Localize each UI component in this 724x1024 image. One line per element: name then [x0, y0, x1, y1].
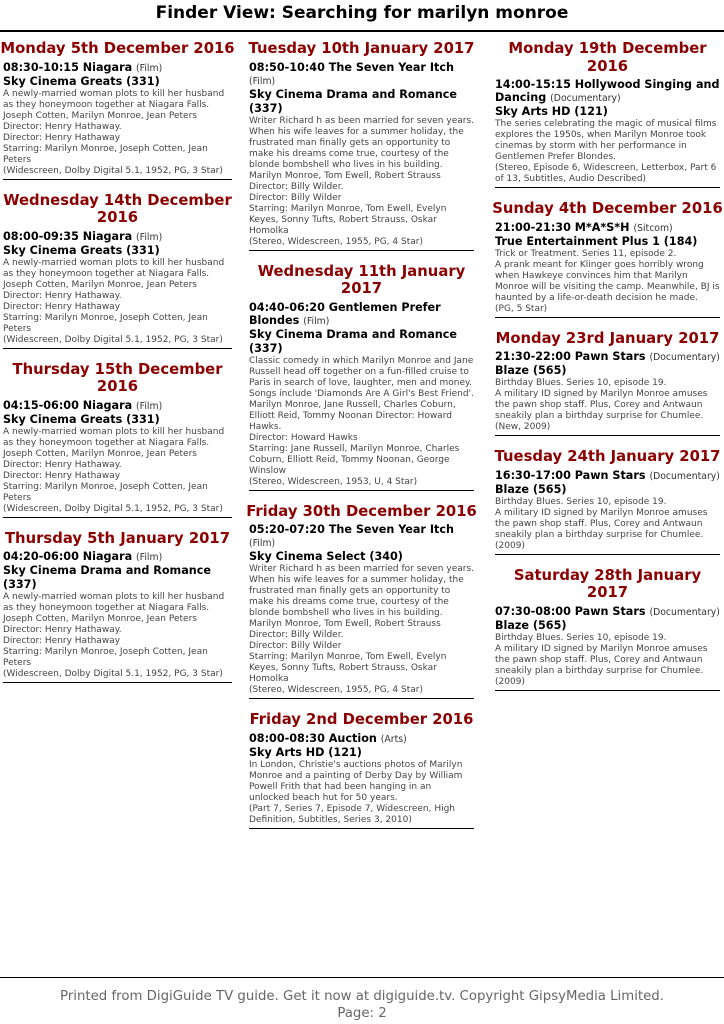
listing-genre: (Documentary) — [550, 93, 621, 104]
listing-time-title[interactable] — [249, 732, 474, 746]
listing-entry — [3, 361, 232, 518]
listing-channel: Sky Cinema Drama and Romance (337) — [249, 87, 457, 115]
listing-channel: Sky Cinema Greats (331) — [3, 74, 160, 88]
listing-channel: Sky Cinema Select (340) — [249, 550, 403, 563]
footer-divider — [0, 977, 724, 978]
listing-time-title[interactable] — [3, 61, 232, 75]
listing-divider — [249, 698, 474, 699]
listing-day-heading: Saturday 28th January 2017 — [513, 566, 702, 601]
listings-columns — [0, 40, 724, 970]
listing-divider — [495, 435, 720, 436]
listing-column-3 — [492, 40, 723, 703]
listing-divider — [249, 828, 474, 829]
listing-divider — [3, 682, 232, 683]
listing-channel: Blaze (565) — [495, 618, 567, 632]
listing-divider — [249, 250, 474, 251]
listing-time-title[interactable] — [249, 523, 474, 550]
listing-title[interactable]: 04:15-06:00 Niagara — [3, 398, 133, 412]
listing-title[interactable]: 16:30-17:00 Pawn Stars — [495, 468, 646, 482]
listing-entry — [249, 263, 474, 491]
listing-divider — [495, 554, 720, 555]
listing-day-heading: Friday 2nd December 2016 — [249, 711, 474, 728]
listing-channel: Sky Cinema Drama and Romance (337) — [249, 327, 457, 355]
listing-title[interactable]: 04:40-06:20 Gentlemen Prefer Blondes — [249, 300, 441, 327]
listing-description: A newly-married woman plots to kill her husband as they honeymoon together at Niagara Falls. Joseph Cotten, Marilyn Monroe, Jean Peters Director: Henry Hathaway. Director: Henry Hathaway Starring: Marilyn Monroe, Joseph Cotten, Jean Peters (Widescreen, Dolby Digital 5.1, 1952, PG, 3 Star) — [3, 426, 225, 514]
listing-channel: Blaze (565) — [495, 482, 567, 496]
listing-day-heading: Monday 23rd January 2017 — [495, 329, 720, 347]
listing-day-heading: Thursday 5th January 2017 — [4, 529, 231, 547]
listing-title[interactable]: 08:00-09:35 Niagara — [3, 229, 133, 243]
listing-title[interactable]: 21:30-22:00 Pawn Stars — [495, 350, 646, 363]
listing-description: Birthday Blues. Series 10, episode 19. A military ID signed by Marilyn Monroe amuses the pawn shop staff. Plus, Corey and Antwaun sneakily plan a birthday surprise for Chumlee. (New, 2009) — [495, 378, 708, 432]
listing-title[interactable]: 08:30-10:15 Niagara — [3, 60, 133, 74]
listing-time-title[interactable] — [3, 230, 232, 244]
listing-divider — [495, 187, 720, 188]
listing-divider — [3, 179, 232, 180]
listing-description: A newly-married woman plots to kill her husband as they honeymoon together at Niagara Falls. Joseph Cotten, Marilyn Monroe, Jean Peters Director: Henry Hathaway. Director: Henry Hathaway Starring: Marilyn Monroe, Joseph Cotten, Jean Peters (Widescreen, Dolby Digital 5.1, 1952, PG, 3 Star) — [3, 592, 225, 679]
listing-channel: True Entertainment Plus 1 (184) — [495, 234, 698, 248]
listing-day-heading: Tuesday 10th January 2017 — [248, 40, 475, 57]
listing-divider — [495, 690, 720, 691]
footer-text: Printed from DigiGuide TV guide. Get it now at digiguide.tv. Copyright GipsyMedia Limited. Page: 2 — [60, 989, 664, 1021]
listing-entry — [0, 40, 235, 180]
listing-description: In London, Christie's auctions photos of Marilyn Monroe and a painting of Derby Day by William Powell Frith that had been hanging in an unlocked beach hut for 50 years. (Part 7, Series 7, Episode 7, Widescreen, High Definition, Subtitles, Series 3, 2010) — [249, 759, 463, 825]
listing-time-title[interactable] — [3, 399, 232, 413]
listing-entry — [495, 567, 720, 691]
listing-channel: Sky Cinema Greats (331) — [3, 412, 160, 426]
listing-channel: Sky Arts HD (121) — [249, 745, 362, 759]
listing-title[interactable]: 21:00-21:30 M*A*S*H — [495, 220, 630, 234]
listing-day-heading: Monday 5th December 2016 — [0, 40, 235, 57]
listing-description: Birthday Blues. Series 10, episode 19. A military ID signed by Marilyn Monroe amuses the pawn shop staff. Plus, Corey and Antwaun sneakily plan a birthday surprise for Chumlee. (2009) — [495, 632, 708, 687]
listing-description: The series celebrating the magic of musical films explores the 1950s, when Marilyn Monroe took cinemas by storm with her performance in Gentlemen Prefer Blondes. (Stereo, Episode 6, Widescreen, Letterbox, Part 6 of 13, Subtitles, Audio Described) — [495, 119, 717, 184]
listing-title[interactable]: 07:30-08:00 Pawn Stars — [495, 604, 646, 618]
listing-genre: (Documentary) — [649, 470, 720, 482]
listing-entry — [492, 200, 723, 318]
listing-genre: (Film) — [136, 231, 163, 243]
listing-description: Trick or Treatment. Series 11, episode 2. A prank meant for Klinger goes horribly wrong when Hawkeye convinces him that Marilyn Monroe will be visiting the camp. Meanwhile, BJ is haunted by a life-or-death decision he made. (PG, 5 Star) — [495, 248, 720, 314]
listing-description: A newly-married woman plots to kill her husband as they honeymoon together at Niagara Falls. Joseph Cotten, Marilyn Monroe, Jean Peters Director: Henry Hathaway. Director: Henry Hathaway Starring: Marilyn Monroe, Joseph Cotten, Jean Peters (Widescreen, Dolby Digital 5.1, 1952, PG, 3 Star) — [3, 88, 225, 176]
listing-day-heading: Thursday 15th December 2016 — [12, 360, 223, 395]
listing-entry — [249, 711, 474, 829]
listing-description: Writer Richard h as been married for seven years. When his wife leaves for a summer holiday, the frustrated man finally gets an opportunity to make his dreams come true, courtesy of the blonde bombshell who lives in his building. Marilyn Monroe, Tom Ewell, Robert Strauss Director: Billy Wilder. Director: Billy Wilder Starring: Marilyn Monroe, Tom Ewell, Evelyn Keyes, Sonny Tufts, Robert Strauss, Oskar Homolka (Stereo, Widescreen, 1955, PG, 4 Star) — [249, 564, 474, 695]
listing-time-title[interactable] — [495, 350, 720, 364]
listing-genre: (Film) — [136, 400, 163, 412]
listing-day-heading: Sunday 4th December 2016 — [492, 200, 723, 217]
listing-genre: (Sitcom) — [633, 222, 673, 234]
listing-description: Classic comedy in which Marilyn Monroe and Jane Russell head off together on a fun-filled cruise to Paris in search of love, laughter, men and money. Songs include 'Diamonds Are A Girl's Best Friend'. Marilyn Monroe, Jane Russell, Charles Coburn, Elliott Reid, Tommy Noonan Director: Howard Hawks. Director: Howard Hawks Starring: Jane Russell, Marilyn Monroe, Charles Coburn, Elliott Reid, Tommy Noonan, George Winslow (Stereo, Widescreen, 1953, U, 4 Star) — [249, 355, 474, 487]
listing-entry — [495, 330, 720, 437]
listing-genre: (Documentary) — [649, 606, 720, 618]
listing-genre: (Film) — [303, 315, 330, 327]
listing-entry — [246, 502, 477, 700]
listing-time-title[interactable] — [249, 301, 474, 328]
listing-day-heading: Tuesday 24th January 2017 — [494, 448, 721, 465]
listing-divider — [495, 317, 720, 318]
listing-divider — [3, 348, 232, 349]
listing-day-heading: Wednesday 14th December 2016 — [3, 191, 232, 226]
listing-channel: Sky Cinema Drama and Romance (337) — [3, 564, 211, 591]
listing-day-heading: Wednesday 11th January 2017 — [257, 262, 466, 297]
listing-channel: Sky Cinema Greats (331) — [3, 243, 160, 257]
listing-time-title[interactable] — [495, 605, 720, 619]
listing-genre: (Film) — [136, 62, 163, 74]
listing-title[interactable]: 08:50-10:40 The Seven Year Itch — [249, 60, 454, 74]
listing-title[interactable]: 08:00-08:30 Auction — [249, 731, 377, 745]
listing-day-heading: Monday 19th December 2016 — [508, 40, 707, 75]
listing-time-title[interactable] — [249, 61, 474, 88]
listing-entry — [495, 40, 720, 188]
listing-title[interactable]: 14:00-15:15 Hollywood Singing and Dancing — [495, 78, 720, 104]
title-divider — [0, 30, 724, 32]
listing-title[interactable]: 05:20-07:20 The Seven Year Itch — [249, 523, 454, 536]
listing-time-title[interactable] — [3, 550, 232, 564]
listing-title[interactable]: 04:20-06:00 Niagara — [3, 550, 133, 563]
listing-genre: (Film) — [249, 75, 276, 87]
listing-divider — [249, 490, 474, 491]
listing-time-title[interactable] — [495, 78, 720, 105]
listing-day-heading: Friday 30th December 2016 — [246, 502, 477, 520]
listing-time-title[interactable] — [495, 221, 720, 235]
listing-description: Writer Richard h as been married for seven years. When his wife leaves for a summer holiday, the frustrated man finally gets an opportunity to make his dreams come true, courtesy of the blonde bombshell who lives in his building. Marilyn Monroe, Tom Ewell, Robert Strauss Director: Billy Wilder. Director: Billy Wilder Starring: Marilyn Monroe, Tom Ewell, Evelyn Keyes, Sonny Tufts, Robert Strauss, Oskar Homolka (Stereo, Widescreen, 1955, PG, 4 Star) — [249, 115, 474, 247]
listing-description: A newly-married woman plots to kill her husband as they honeymoon together at Niagara Falls. Joseph Cotten, Marilyn Monroe, Jean Peters Director: Henry Hathaway. Director: Henry Hathaway Starring: Marilyn Monroe, Joseph Cotten, Jean Peters (Widescreen, Dolby Digital 5.1, 1952, PG, 3 Star) — [3, 257, 225, 345]
listing-time-title[interactable] — [495, 469, 720, 483]
listing-genre: (Arts) — [380, 733, 407, 745]
listing-entry — [3, 192, 232, 349]
listing-column-2 — [246, 40, 477, 841]
listing-entry — [3, 530, 232, 684]
listing-entry — [495, 448, 720, 555]
listing-channel: Blaze (565) — [495, 364, 567, 377]
page-title: Finder View: Searching for marilyn monroe — [155, 3, 569, 23]
listing-entry — [249, 40, 474, 251]
listing-genre: (Documentary) — [649, 352, 720, 363]
listing-description: Birthday Blues. Series 10, episode 19. A military ID signed by Marilyn Monroe amuses the pawn shop staff. Plus, Corey and Antwaun sneakily plan a birthday surprise for Chumlee. (2009) — [495, 496, 708, 551]
listing-divider — [3, 517, 232, 518]
listing-genre: (Film) — [249, 538, 276, 549]
listing-genre: (Film) — [136, 552, 163, 563]
listing-channel: Sky Arts HD (121) — [495, 105, 608, 118]
listing-column-1 — [0, 40, 235, 695]
